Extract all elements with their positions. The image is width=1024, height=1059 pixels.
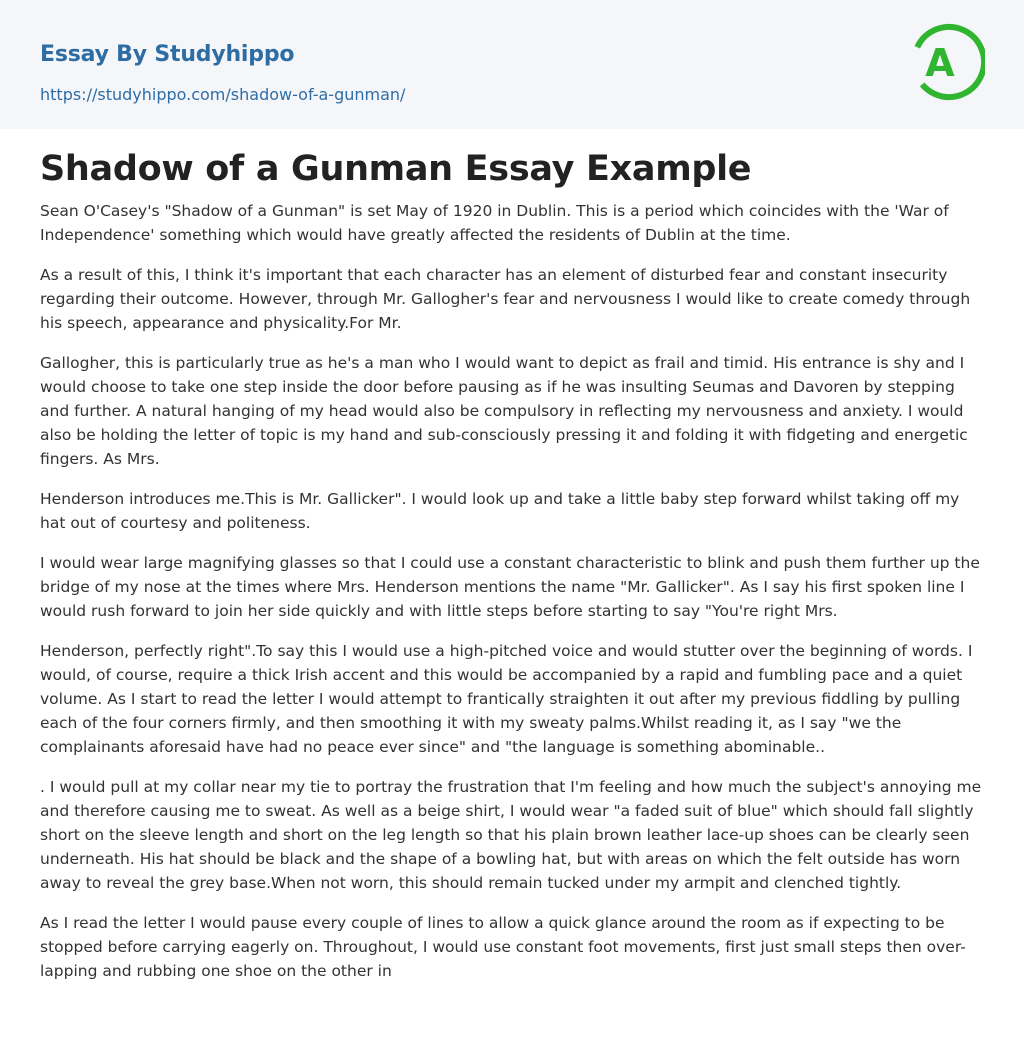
studyhippo-logo-icon[interactable] xyxy=(913,19,985,105)
paragraph: Henderson introduces me.This is Mr. Gallicker". I would look up and take a little baby step forward whilst taking off my hat out of courtesy and politeness. xyxy=(40,490,960,532)
paragraph: . I would pull at my collar near my tie to portray the frustration that I'm feeling and how much the subject's annoying me and therefore causing me to sweat. As well as a beige shirt, I would wear "a faded suit of blue" which should fall slightly short on the sleeve length and short on the leg length so that his plain brown leather lace-up shoes can be clearly seen underneath. His hat should be black and the shape of a bowling hat, but with areas on which the felt outside has worn away to reveal the grey base.When not worn, this should remain tucked under my armpit and clenched tightly. xyxy=(40,778,982,892)
paragraph: Henderson, perfectly right".To say this I would use a high-pitched voice and would stutter over the beginning of words. I would, of course, require a thick Irish accent and this would be accompanied by a rapid and fumbling pace and a quiet volume. As I start to read the letter I would attempt to frantically straighten it out after my previous fiddling by pulling each of the four corners firmly, and then smoothing it with my sweaty palms.Whilst reading it, as I say "we the complainants aforesaid have had no peace ever since" and "the language is something abominable.. xyxy=(40,642,973,756)
paragraph: Gallogher, this is particularly true as he's a man who I would want to depict as frail and timid. His entrance is shy and I would choose to take one step inside the door before pausing as if he was insulting Seumas and Davoren by stepping and further. A natural hanging of my head would also be compulsory in reflecting my nervousness and anxiety. I would also be holding the letter of topic is my hand and sub-consciously pressing it and folding it with fidgeting and energetic fingers. As Mrs. xyxy=(40,354,968,468)
paragraph: As I read the letter I would pause every couple of lines to allow a quick glance around the room as if expecting to be stopped before carrying eagerly on. Throughout, I would use constant foot movements, first just small steps then over-lapping and rubbing one shoe on the other in xyxy=(40,914,966,980)
site-header xyxy=(0,0,1024,129)
paragraph: I would wear large magnifying glasses so that I could use a constant characteristic to blink and push them further up the bridge of my nose at the times where Mrs. Henderson mentions the name "Mr. Gallicker". As I say his first spoken line I would rush forward to join her side quickly and with little steps before starting to say "You're right Mrs. xyxy=(40,554,980,620)
logo-letter: A xyxy=(925,41,955,85)
paragraph: Sean O'Casey's "Shadow of a Gunman" is set May of 1920 in Dublin. This is a period which coincides with the 'War of Independence' something which would have greatly affected the residents of Dublin at the time. xyxy=(40,202,949,244)
brand-title: Essay By Studyhippo xyxy=(40,42,295,67)
article-url-link[interactable]: https://studyhippo.com/shadow-of-a-gunman/ xyxy=(40,85,406,104)
article xyxy=(0,129,1024,983)
paragraph: As a result of this, I think it's important that each character has an element of disturbed fear and constant insecurity regarding their outcome. However, through Mr. Gallogher's fear and nervousness I would like to create comedy through his speech, appearance and physicality.For Mr. xyxy=(40,266,971,332)
page-title: Shadow of a Gunman Essay Example xyxy=(40,149,752,189)
